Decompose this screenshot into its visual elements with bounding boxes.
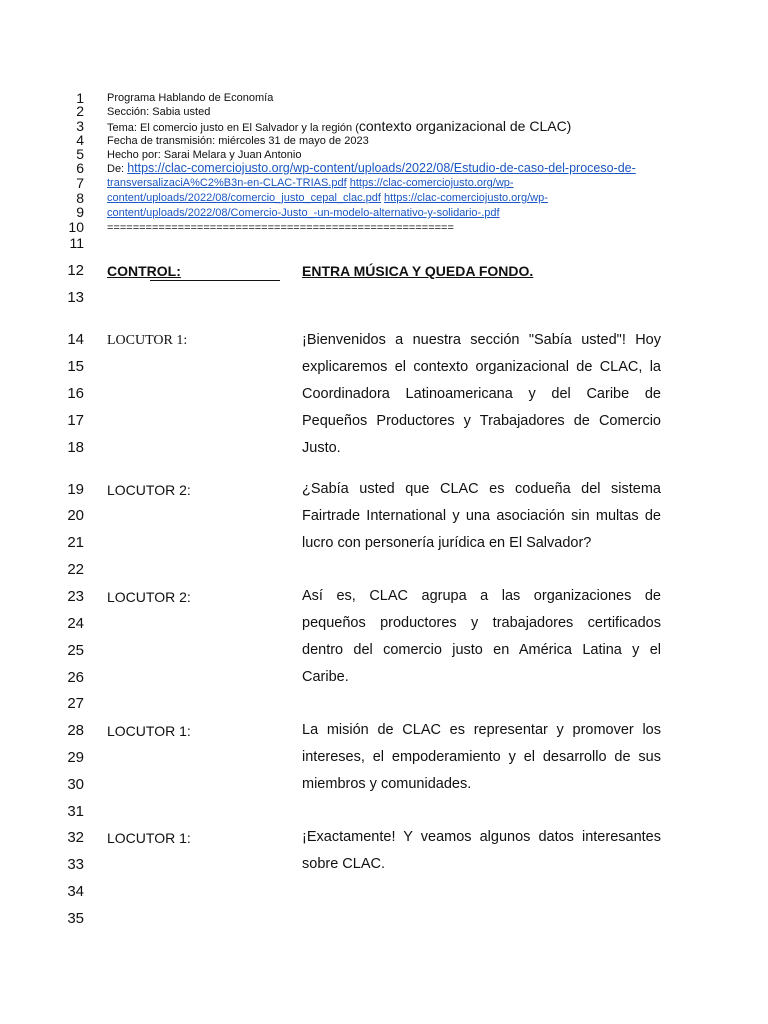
source-link-3-cont[interactable]: content/uploads/2022/08/Comercio-Justo_-un-modelo-alternativo-y-solidario-.pdf xyxy=(107,207,500,219)
source-link-1[interactable]: https://clac-comerciojusto.org/wp-content/uploads/2022/08/Estudio-de-caso-del-proceso-de- xyxy=(127,161,636,175)
source-link-1-cont[interactable]: transversalizaciA%C2%B3n-en-CLAC-TRIAS.pdf xyxy=(107,177,347,189)
line-number: 3 xyxy=(76,118,84,134)
line-number: 8 xyxy=(76,190,84,206)
line-number: 15 xyxy=(67,358,84,375)
line-number: 34 xyxy=(67,883,84,900)
program-name: Programa Hablando de Economía xyxy=(107,92,274,104)
line-number: 17 xyxy=(67,412,84,429)
line-number: 12 xyxy=(67,262,84,279)
line-number: 26 xyxy=(67,669,84,686)
section-name: Sección: Sabia usted xyxy=(107,106,211,118)
line-number: 4 xyxy=(76,132,84,148)
speaker-label: LOCUTOR 2: xyxy=(107,589,191,605)
separator: ====================================================== xyxy=(107,222,454,234)
line-number: 32 xyxy=(67,829,84,846)
line-number: 24 xyxy=(67,615,84,632)
line-number: 2 xyxy=(76,103,84,119)
topic xyxy=(107,118,571,134)
sources xyxy=(107,161,636,175)
speaker-label: LOCUTOR 1: xyxy=(107,723,191,739)
line-number: 35 xyxy=(67,910,84,927)
line-number: 22 xyxy=(67,561,84,578)
dialogue-text: La misión de CLAC es representar y promover los intereses, el empoderamiento y el desarrollo de sus miembros y comunidades. xyxy=(302,722,661,792)
dialogue-text: ¿Sabía usted que CLAC es codueña del sistema Fairtrade International y una asociación sin multas de lucro con personería jurídica en El Salvador? xyxy=(302,481,661,551)
line-number: 13 xyxy=(67,289,84,306)
speaker-label: LOCUTOR 1: xyxy=(107,830,191,846)
line-number: 14 xyxy=(67,331,84,348)
topic-prefix: Tema: El comercio justo en El Salvador y la región ( xyxy=(107,122,359,134)
dialogue-text: Así es, CLAC agrupa a las organizaciones de pequeños productores y trabajadores certificados dentro del comercio justo en América Latina y el Caribe. xyxy=(302,588,661,685)
line-number: 11 xyxy=(69,235,84,251)
line-number: 20 xyxy=(67,507,84,524)
line-number: 33 xyxy=(67,856,84,873)
broadcast-date: Fecha de transmisión: miércoles 31 de mayo de 2023 xyxy=(107,135,369,147)
line-number: 6 xyxy=(76,160,84,176)
speaker-label: LOCUTOR 2: xyxy=(107,482,191,498)
line-number: 25 xyxy=(67,642,84,659)
source-prefix: De: xyxy=(107,163,128,175)
dialogue-text: ¡Bienvenidos a nuestra sección "Sabía usted"! Hoy explicaremos el contexto organizacional de CLAC, la Coordinadora Latinoamericana y del Caribe de Pequeños Productores y Trabajadores de Comercio Justo. xyxy=(302,332,661,456)
sources-line-2 xyxy=(107,177,514,189)
line-number: 7 xyxy=(76,175,84,191)
line-number: 30 xyxy=(67,776,84,793)
line-number: 29 xyxy=(67,749,84,766)
line-number: 16 xyxy=(67,385,84,402)
source-link-2[interactable]: https://clac-comerciojusto.org/wp- xyxy=(349,177,514,189)
line-number: 28 xyxy=(67,722,84,739)
line-number: 9 xyxy=(76,204,84,220)
speaker-label: LOCUTOR 1: xyxy=(107,333,188,348)
line-number: 18 xyxy=(67,439,84,456)
line-number: 10 xyxy=(68,219,84,235)
line-number: 27 xyxy=(67,695,84,712)
line-number: 5 xyxy=(76,146,84,162)
sources-line-4 xyxy=(107,207,500,219)
line-number: 21 xyxy=(67,534,84,551)
dialogue-text: ¡Exactamente! Y veamos algunos datos interesantes sobre CLAC. xyxy=(302,829,661,872)
source-link-2-cont[interactable]: content/uploads/2022/08/comercio_justo_cepal_clac.pdf xyxy=(107,192,381,204)
line-number: 19 xyxy=(67,481,84,498)
line-number: 1 xyxy=(76,90,84,106)
authors: Hecho por: Sarai Melara y Juan Antonio xyxy=(107,149,302,161)
control-instruction: ENTRA MÚSICA Y QUEDA FONDO. xyxy=(302,263,534,279)
line-number: 31 xyxy=(67,803,84,820)
source-link-3[interactable]: https://clac-comerciojusto.org/wp- xyxy=(384,192,548,204)
topic-suffix: contexto organizacional de CLAC) xyxy=(358,118,572,134)
line-number: 23 xyxy=(67,588,84,605)
control-label: CONTROL: xyxy=(107,263,181,279)
control-underline xyxy=(150,280,280,281)
sources-line-3 xyxy=(107,192,548,204)
